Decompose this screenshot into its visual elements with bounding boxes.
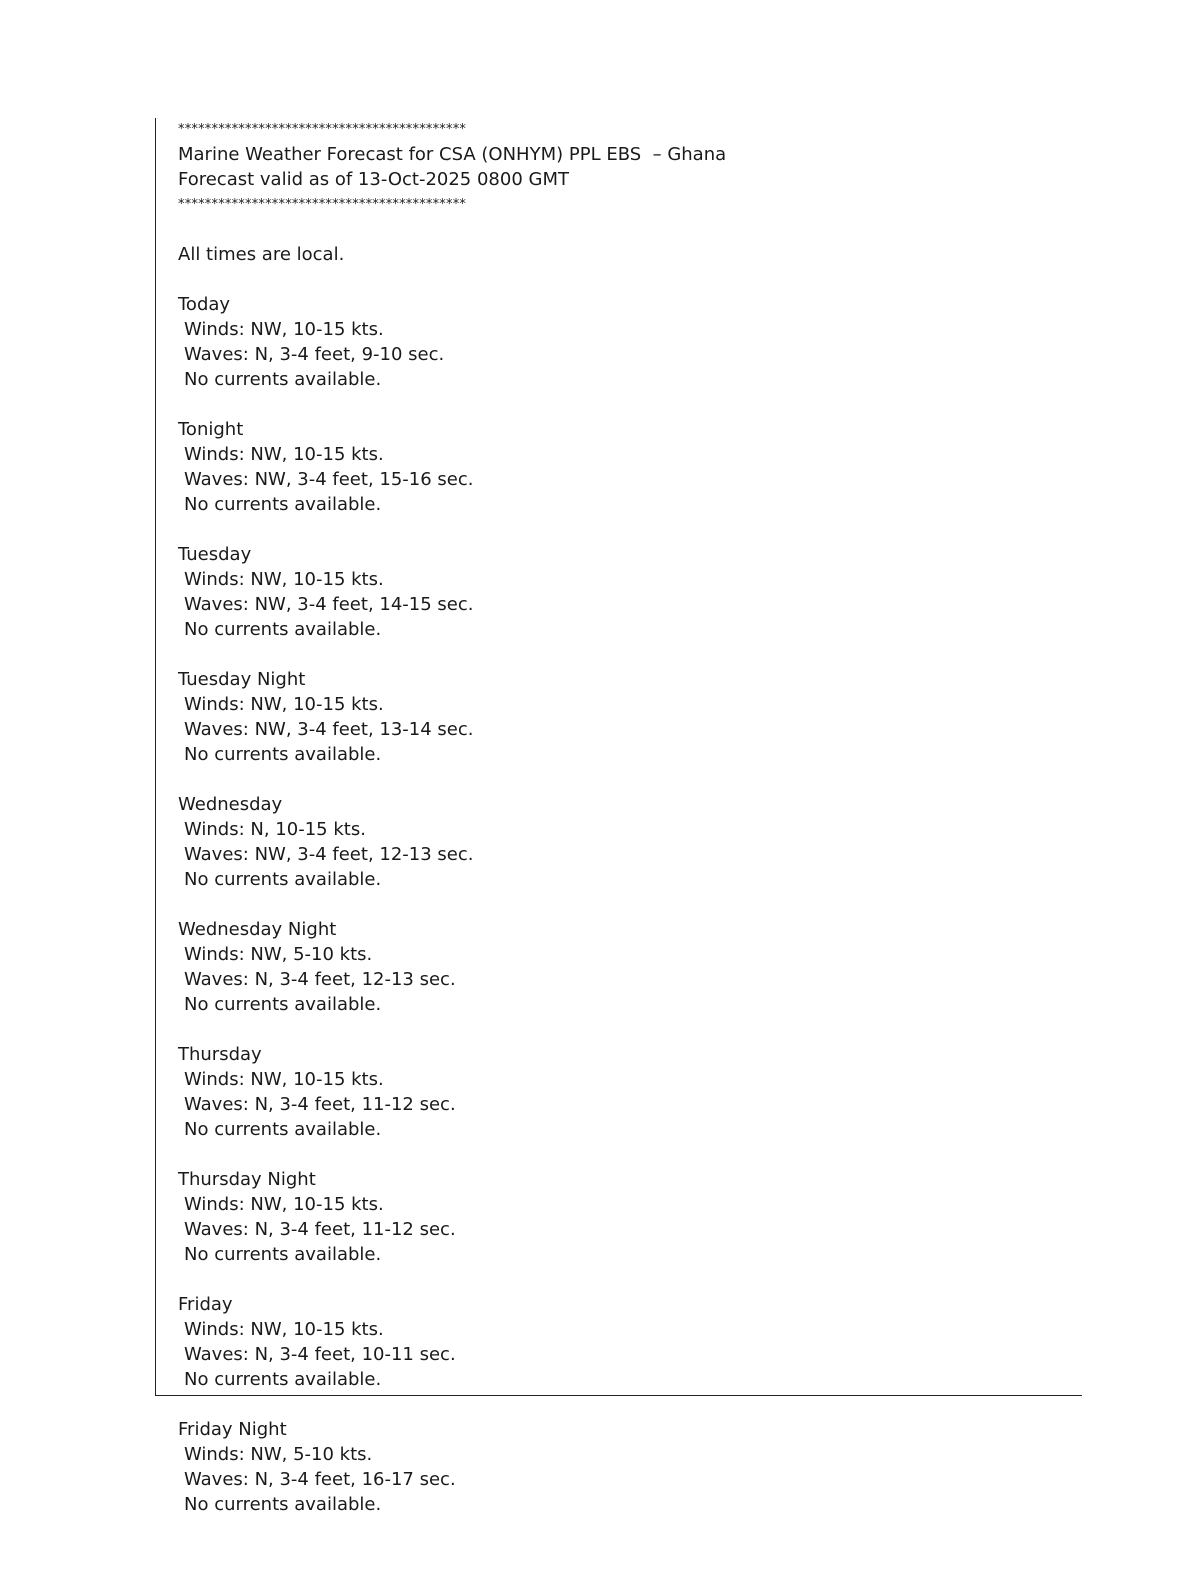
left-border-line (155, 118, 156, 1396)
period-waves: Waves: N, 3-4 feet, 16-17 sec. (184, 1469, 456, 1490)
period-waves: Waves: NW, 3-4 feet, 12-13 sec. (184, 844, 474, 865)
period-currents: No currents available. (184, 619, 382, 640)
period-winds: Winds: NW, 10-15 kts. (184, 1319, 384, 1340)
period-winds: Winds: N, 10-15 kts. (184, 819, 366, 840)
period-currents: No currents available. (184, 1494, 382, 1515)
period-winds: Winds: NW, 10-15 kts. (184, 444, 384, 465)
period-today (178, 292, 1058, 417)
period-waves: Waves: NW, 3-4 feet, 13-14 sec. (184, 719, 474, 740)
forecast-title: Marine Weather Forecast for CSA (ONHYM) PPL EBS – Ghana (178, 144, 727, 165)
period-name: Thursday (178, 1044, 262, 1065)
period-waves: Waves: N, 3-4 feet, 9-10 sec. (184, 344, 445, 365)
period-winds: Winds: NW, 10-15 kts. (184, 319, 384, 340)
times-note: All times are local. (178, 244, 345, 265)
period-name: Friday (178, 1294, 233, 1315)
period-currents: No currents available. (184, 369, 382, 390)
period-currents: No currents available. (184, 494, 382, 515)
period-friday (178, 1292, 1058, 1417)
period-currents: No currents available. (184, 1119, 382, 1140)
period-tonight (178, 417, 1058, 542)
period-name: Tonight (178, 419, 244, 440)
period-name: Wednesday Night (178, 919, 337, 940)
period-currents: No currents available. (184, 1244, 382, 1265)
period-name: Thursday Night (178, 1169, 316, 1190)
period-waves: Waves: N, 3-4 feet, 11-12 sec. (184, 1219, 456, 1240)
period-currents: No currents available. (184, 994, 382, 1015)
period-waves: Waves: NW, 3-4 feet, 14-15 sec. (184, 594, 474, 615)
period-waves: Waves: NW, 3-4 feet, 15-16 sec. (184, 469, 474, 490)
period-winds: Winds: NW, 10-15 kts. (184, 694, 384, 715)
period-wednesday-night (178, 917, 1058, 1042)
period-friday-night (178, 1417, 1058, 1517)
period-winds: Winds: NW, 10-15 kts. (184, 1069, 384, 1090)
period-waves: Waves: N, 3-4 feet, 12-13 sec. (184, 969, 456, 990)
period-thursday (178, 1042, 1058, 1167)
period-name: Friday Night (178, 1419, 287, 1440)
period-tuesday-night (178, 667, 1058, 792)
period-tuesday (178, 542, 1058, 667)
period-winds: Winds: NW, 5-10 kts. (184, 1444, 373, 1465)
period-waves: Waves: N, 3-4 feet, 10-11 sec. (184, 1344, 456, 1365)
header-stars-top: ******************************************* (178, 122, 467, 137)
period-thursday-night (178, 1167, 1058, 1292)
period-winds: Winds: NW, 10-15 kts. (184, 569, 384, 590)
period-name: Tuesday (178, 544, 252, 565)
period-currents: No currents available. (184, 869, 382, 890)
period-wednesday (178, 792, 1058, 917)
period-name: Wednesday (178, 794, 283, 815)
forecast-content (178, 117, 1058, 1517)
period-currents: No currents available. (184, 1369, 382, 1390)
period-waves: Waves: N, 3-4 feet, 11-12 sec. (184, 1094, 456, 1115)
period-name: Today (178, 294, 231, 315)
forecast-valid-time: Forecast valid as of 13-Oct-2025 0800 GMT (178, 169, 569, 190)
header-stars-bottom: ******************************************* (178, 197, 467, 212)
period-winds: Winds: NW, 10-15 kts. (184, 1194, 384, 1215)
period-name: Tuesday Night (178, 669, 306, 690)
period-winds: Winds: NW, 5-10 kts. (184, 944, 373, 965)
period-currents: No currents available. (184, 744, 382, 765)
